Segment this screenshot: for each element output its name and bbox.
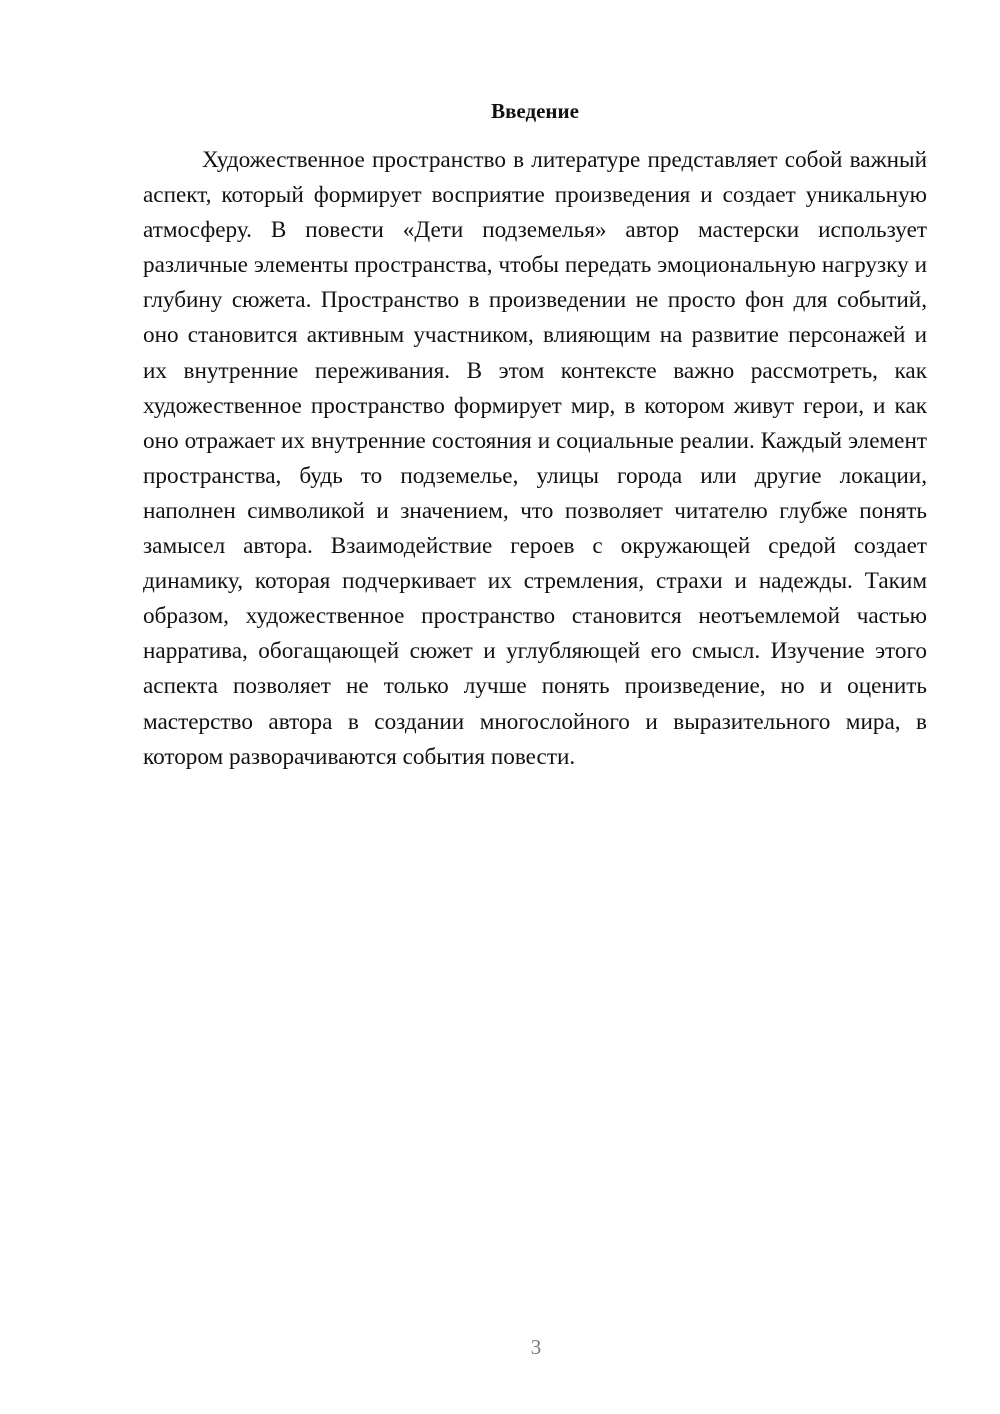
page-number: 3: [530, 1335, 542, 1359]
body-paragraph: Художественное пространство в литературе представляет собой важный аспект, который формирует восприятие произведения и создает уникальную атмосферу. В повести «Дети подземелья» автор мастерски использует различные элементы пространства, чтобы передать эмоциональную нагрузку и глубину сюжета. Пространство в произведении не просто фон для событий, оно становится активным участником, влияющим на развитие персонажей и их внутренние переживания. В этом контексте важно рассмотреть, как художественное пространство формирует мир, в котором живут герои, и как оно отражает их внутренние состояния и социальные реалии. Каждый элемент пространства, будь то подземелье, улицы города или другие локации, наполнен символикой и значением, что позволяет читателю глубже понять замысел автора. Взаимодействие героев с окружающей средой создает динамику, которая подчеркивает их стремления, страхи и надежды. Таким образом, художественное пространство становится неотъемлемой частью нарратива, обогащающей сюжет и углубляющей его смысл. Изучение этого аспекта позволяет не только лучше понять произведение, но и оценить мастерство автора в создании многослойного и выразительного мира, в котором разворачиваются события повести.: [143, 147, 927, 770]
section-heading: Введение: [491, 99, 579, 123]
